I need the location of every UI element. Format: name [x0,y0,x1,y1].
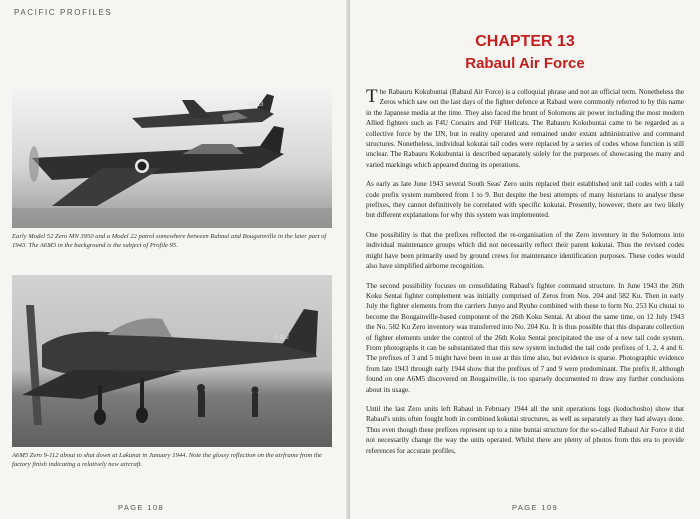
paragraph-4: The second possibility focuses on consolidating Rabaul's fighter command structure. In June 1943 the 26th Koku Sentai fighter complement was initially comprised of Zeros from Nos. 204 and 582 Ku. Then in early July the fighter elements from the carriers Junyo and Ryuho combined with these to form No. 253 Ku chutai to become the Bougainville-based component of the 26th Koku Sentai. At about the same time, on 12 July 1943 the No. 582 Ku Zero inventory was transferred into No. 204 Ku. It is thus possible that this disparate collection of fighter elements under the control of the 26th Koku Sentai precipitated the use of a new tail code system. From photographs it can be substantiated that this new system included the tail code prefixes of 1, 2, 4 and 6. The prefixes of 3 and 5 might have been in use at this time also, but evidence is sparse. Photographic evidence from late 1943 through early 1944 show that the prefixes of 7 and 9 were predominant. The prefix 8, although found on one A6M5 discovered on Bougainville, is too sparsely documented to draw any further conclusions about its usage. [366,281,684,394]
zero-lakunai-image [12,275,332,447]
left-page [0,0,348,519]
paragraph-1-text: he Rabauru Kokubuntai (Rabaul Air Force) is a colloquial phrase and not an official term. Nonetheless the Zeros which saw out the last days of the fighter defence at Rabaul were commonly referred to by this name in the Japanese media at the time. They also faced the brunt of Solomons air power including the most modern Allied fighters such as F4U Corsairs and F6F Hellcats. The Rabauru Kokubuntai came to be regarded as a collective force by the IJN, but in reality operated and remained under extant administrative and command structures. Nonetheless, individual kokutai tail codes were replaced by a series of codes whose function is still unclear. The Rabauru Kokubuntai is described separately solely for the purposes of showcasing the many and varied markings which appeared during its operations. [366,88,684,169]
photo-2-marking: 9-112 [274,335,289,341]
running-head: PACIFIC PROFILES [14,8,113,17]
zero-formation-image [12,88,332,228]
paragraph-1 [366,87,684,170]
paragraph-3: One possibility is that the prefixes reflected the re-organisation of the Zero inventory in the Solomons into individual maintenance groups which did not necessarily reflect their parent kokutai. Thus the revised codes might have been primarily used by ground crews for maintenance identification purposes. These codes would also have simplified airborne recognition. [366,230,684,271]
folio-right: PAGE 109 [512,503,559,512]
photo-zero-lakunai [12,275,332,447]
chapter-number: CHAPTER 13 [475,33,575,50]
folio-left: PAGE 108 [118,503,165,512]
photo-zero-formation [12,88,332,228]
paragraph-2: As early as late June 1943 several South Seas' Zero units replaced their established unit tail codes with a tail code prefix system numbered from 1 to 9. But despite the best attempts of many historians to analyse these prefixes, they cannot definitively be correlated with specific kokutai. Presently, however, there are two likely but different explanations for why this system was implemented. [366,180,684,220]
drop-cap: T [366,86,378,107]
chapter-title: Rabaul Air Force [465,55,585,72]
chapter-body [366,87,684,465]
right-page [350,0,700,519]
photo-caption-2: A6M5 Zero 9-112 about to shut down at Lakunai in January 1944. Note the glossy reflection on the airframe from the factory finish indicating a relatively new aircraft. [12,452,322,469]
photo-1-marking: 4-123 [248,102,264,108]
photo-caption-1: Early Model 52 Zero MN 3950 and a Model 22 patrol somewhere between Rabaul and Bougainville in the later part of 1943. The A6M3 in the background is the subject of Profile 95. [12,233,327,250]
paragraph-5: Until the last Zero units left Rabaul in February 1944 all the unit operations logs (kodochosho) show that Rabaul's units often fought both in combined kokutai structures, as well as separately as they had always done. Thus even though these prefixes represent up to a nine buntai structure for the so-called Rabaul Air Force it did not necessarily change the way the units operated. Whilst there are plenty of photos from this era to provide references for accurate profiles, [366,404,684,455]
